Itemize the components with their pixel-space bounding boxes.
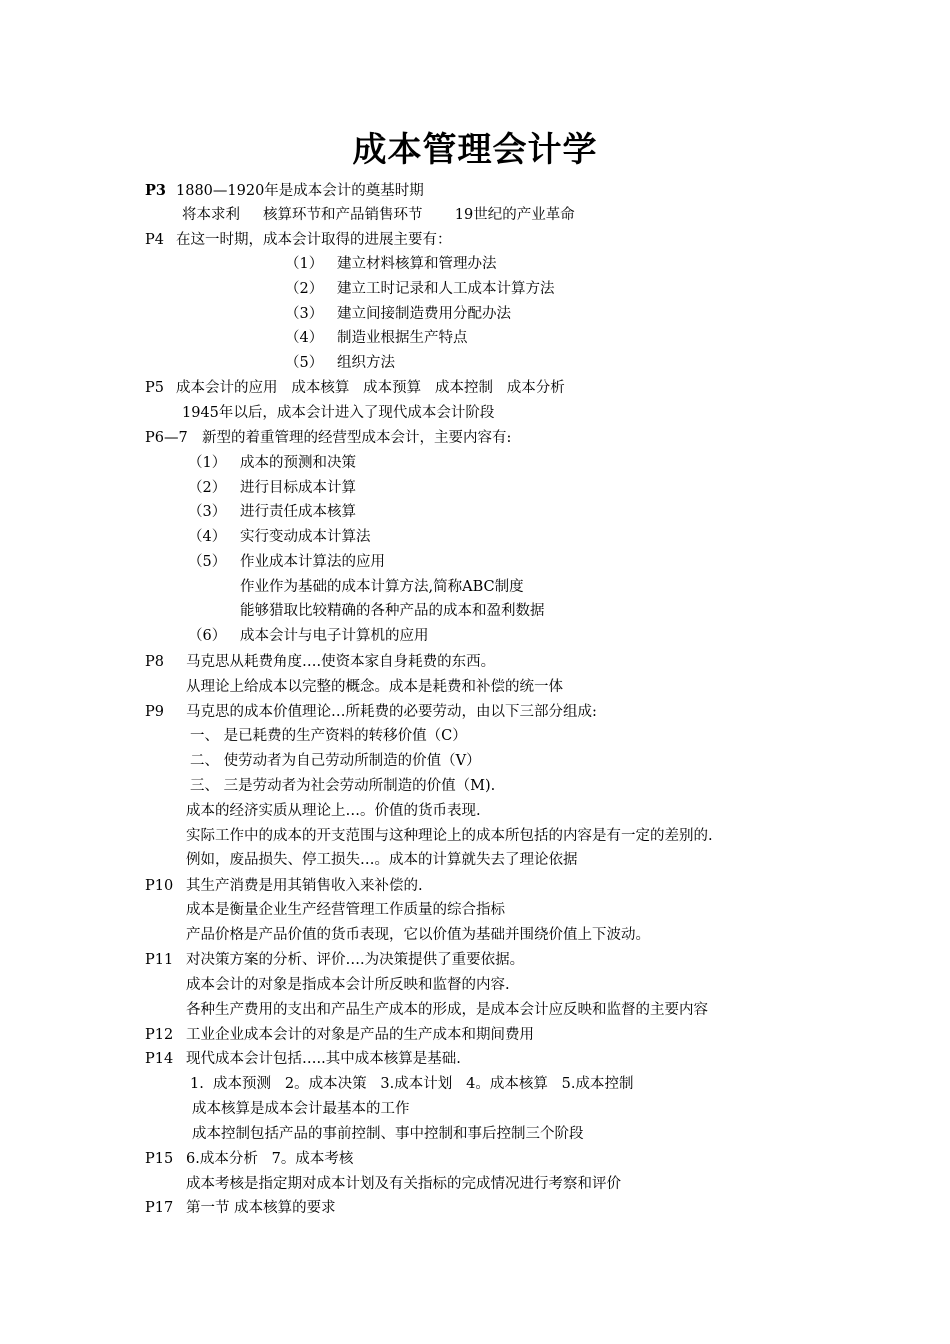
text-line: 成本控制包括产品的事前控制、事中控制和事后控制三个阶段 <box>192 1126 584 1142</box>
text-line: 成本的经济实质从理论上…。价值的货币表现. <box>186 803 481 819</box>
text-line: （3） 进行责任成本核算 <box>188 504 357 520</box>
text-line: 6.成本分析 7。成本考核 <box>186 1151 354 1167</box>
text-line: 现代成本会计包括…..其中成本核算是基础. <box>186 1051 461 1067</box>
text-line: 实际工作中的成本的开支范围与这种理论上的成本所包括的内容是有一定的差别的. <box>186 828 713 844</box>
text-line: 1945年以后，成本会计进入了现代成本会计阶段 <box>182 405 495 421</box>
text-line: （4） 实行变动成本计算法 <box>188 529 371 545</box>
text-line: （5） 组织方法 <box>285 355 396 371</box>
text-line: 其生产消费是用其销售收入来补偿的. <box>186 878 423 894</box>
text-line: 成本会计的对象是指成本会计所反映和监督的内容. <box>186 977 510 993</box>
page-ref-label: P9 <box>145 704 164 720</box>
text-line: （2） 建立工时记录和人工成本计算方法 <box>285 281 555 297</box>
text-line: 能够猎取比较精确的各种产品的成本和盈利数据 <box>240 603 545 619</box>
text-line: （3） 建立间接制造费用分配办法 <box>285 306 512 322</box>
text-line: 各种生产费用的支出和产品生产成本的形成，是成本会计应反映和监督的主要内容 <box>186 1002 708 1018</box>
text-line: 第一节 成本核算的要求 <box>186 1200 336 1216</box>
text-line: 作业作为基础的成本计算方法,简称ABC制度 <box>240 579 524 595</box>
page-ref-label: P15 <box>145 1151 174 1167</box>
text-line: 将本求利 核算环节和产品销售环节 19世纪的产业革命 <box>182 207 575 223</box>
text-line: 1880—1920年是成本会计的奠基时期 <box>176 183 424 199</box>
text-line: 对决策方案的分析、评价….为决策提供了重要依据。 <box>186 952 525 968</box>
text-line: 成本核算是成本会计最基本的工作 <box>192 1101 410 1117</box>
text-line: 三、 三是劳动者为社会劳动所制造的价值（M). <box>190 778 496 794</box>
text-line: 新型的着重管理的经营型成本会计，主要内容有: <box>202 430 512 446</box>
text-line: 马克思的成本价值理论…所耗费的必要劳动，由以下三部分组成: <box>186 704 597 720</box>
page-ref-label: P17 <box>145 1200 174 1216</box>
text-line: 工业企业成本会计的对象是产品的生产成本和期间费用 <box>186 1027 534 1043</box>
text-line: （1） 成本的预测和决策 <box>188 455 357 471</box>
text-line: （6） 成本会计与电子计算机的应用 <box>188 628 429 644</box>
page-ref-label: P14 <box>145 1051 174 1067</box>
text-line: 产品价格是产品价值的货币表现，它以价值为基础并围绕价值上下波动。 <box>186 927 650 943</box>
text-line: （4） 制造业根据生产特点 <box>285 330 468 346</box>
page-ref-label: P11 <box>145 952 174 968</box>
text-line: （1） 建立材料核算和管理办法 <box>285 256 497 272</box>
page-ref-label: P12 <box>145 1027 174 1043</box>
text-line: 二、 使劳动者为自己劳动所制造的价值（V） <box>190 753 481 769</box>
text-line: 成本考核是指定期对成本计划及有关指标的完成情况进行考察和评价 <box>186 1176 621 1192</box>
text-line: 成本会计的应用 成本核算 成本预算 成本控制 成本分析 <box>176 380 565 396</box>
text-line: 一、 是已耗费的生产资料的转移价值（C） <box>190 728 467 744</box>
page-ref-label: P5 <box>145 380 164 396</box>
document-title: 成本管理会计学 <box>352 130 598 170</box>
text-line: 例如，废品损失、停工损失…。成本的计算就失去了理论依据 <box>186 852 578 868</box>
text-line: 在这一时期，成本会计取得的进展主要有： <box>176 232 452 248</box>
text-line: 成本是衡量企业生产经营管理工作质量的综合指标 <box>186 902 505 918</box>
text-line: （5） 作业成本计算法的应用 <box>188 554 386 570</box>
text-line: （2） 进行目标成本计算 <box>188 480 357 496</box>
page-ref-label: P10 <box>145 878 174 894</box>
page-ref-label: P8 <box>145 654 164 670</box>
page-ref-label: P3 <box>145 182 166 199</box>
text-line: 1. 成本预测 2。成本决策 3.成本计划 4。成本核算 5.成本控制 <box>190 1076 634 1092</box>
page-ref-label: P4 <box>145 232 164 248</box>
text-line: 马克思从耗费角度….使资本家自身耗费的东西。 <box>186 654 496 670</box>
page-ref-label: P6—7 <box>145 430 188 446</box>
text-line: 从理论上给成本以完整的概念。成本是耗费和补偿的统一体 <box>186 679 563 695</box>
